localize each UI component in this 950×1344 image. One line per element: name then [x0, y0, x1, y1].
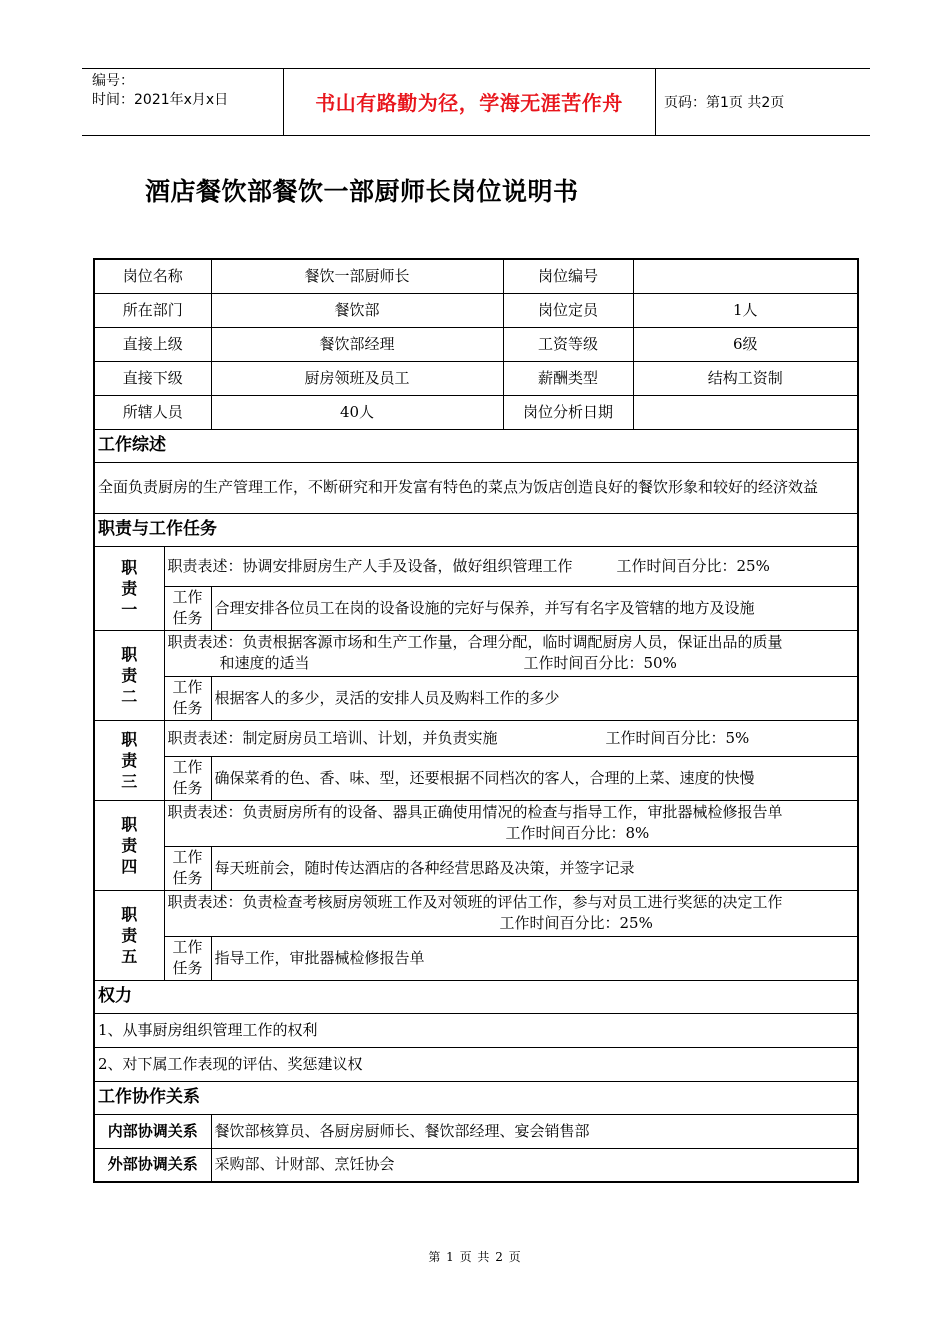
duty-statement: 职责表述：负责根据客源市场和生产工作量，合理分配，临时调配厨房人员，保证出品的质量 和速度的适当 工作时间百分比：50%: [164, 630, 858, 676]
duty-2-statement-row: [94, 630, 858, 676]
job-description-table: [93, 258, 859, 1183]
section-heading-summary: 工作综述: [94, 429, 858, 462]
authority-item: 2、对下属工作表现的评估、奖惩建议权: [94, 1047, 858, 1081]
info-row-2: [94, 293, 858, 327]
internal-relations-row: [94, 1114, 858, 1148]
summary-text-row: [94, 462, 858, 513]
duty-percent: 工作时间百分比：25%: [616, 556, 770, 575]
summary-text: 全面负责厨房的生产管理工作，不断研究和开发富有特色的菜点为饭店创造良好的餐饮形象和较好的经济效益: [94, 462, 858, 513]
duty-task: 根据客人的多少，灵活的安排人员及购料工作的多少: [211, 676, 858, 720]
duty-label: 职 责 五: [94, 890, 164, 980]
info-value: [633, 259, 858, 293]
document-number-label: 编号：: [92, 73, 134, 89]
info-label: 直接上级: [94, 327, 211, 361]
internal-relations-value: 餐饮部核算员、各厨房厨师长、餐饮部经理、宴会销售部: [211, 1114, 858, 1148]
info-label: 岗位编号: [503, 259, 633, 293]
section-heading-duties: 职责与工作任务: [94, 513, 858, 546]
duty-label: 职 责 三: [94, 720, 164, 800]
duty-5-task-row: [94, 936, 858, 980]
authority-heading-row: [94, 980, 858, 1013]
task-label: 工作 任务: [164, 936, 211, 980]
task-label: 工作 任务: [164, 846, 211, 890]
document-date-label: 时间：2021年x月x日: [92, 92, 229, 108]
page-footer: 第 1 页 共 2 页: [428, 1250, 522, 1264]
duty-2-task-row: [94, 676, 858, 720]
duty-5-statement-row: [94, 890, 858, 936]
duty-label: 职 责 四: [94, 800, 164, 890]
info-value: 餐饮一部厨师长: [211, 259, 503, 293]
external-relations-label: 外部协调关系: [94, 1148, 211, 1182]
info-value: 餐饮部经理: [211, 327, 503, 361]
duty-task: 指导工作，审批器械检修报告单: [211, 936, 858, 980]
info-label: 工资等级: [503, 327, 633, 361]
info-value: 40人: [211, 395, 503, 429]
section-heading-relations: 工作协作关系: [94, 1081, 858, 1114]
authority-item: 1、从事厨房组织管理工作的权利: [94, 1013, 858, 1047]
duty-3-statement-row: [94, 720, 858, 756]
task-label: 工作 任务: [164, 676, 211, 720]
duty-statement: 职责表述：协调安排厨房生产人手及设备，做好组织管理工作 工作时间百分比：25%: [164, 546, 858, 586]
info-row-3: [94, 327, 858, 361]
duty-percent: 工作时间百分比：8%: [505, 824, 650, 842]
summary-heading-row: [94, 429, 858, 462]
info-row-5: [94, 395, 858, 429]
duty-percent: 工作时间百分比：5%: [605, 728, 750, 747]
duty-4-statement-row: [94, 800, 858, 846]
info-label: 岗位分析日期: [503, 395, 633, 429]
section-heading-authority: 权力: [94, 980, 858, 1013]
document-title: 酒店餐饮部餐饮一部厨师长岗位说明书: [145, 177, 579, 206]
authority-item-row: [94, 1047, 858, 1081]
duty-3-task-row: [94, 756, 858, 800]
duties-heading-row: [94, 513, 858, 546]
task-label: 工作 任务: [164, 586, 211, 630]
info-label: 所辖人员: [94, 395, 211, 429]
duty-label: 职 责 二: [94, 630, 164, 720]
header-page-info: 页码：第1页 共2页: [664, 95, 785, 111]
info-value: [633, 395, 858, 429]
info-label: 岗位定员: [503, 293, 633, 327]
duty-statement: 职责表述：负责检查考核厨房领班工作及对领班的评估工作，参与对员工进行奖惩的决定工作 工作时间百分比：25%: [164, 890, 858, 936]
info-label: 所在部门: [94, 293, 211, 327]
header-bottom-rule: [82, 135, 870, 136]
info-value: 6级: [633, 327, 858, 361]
info-row-4: [94, 361, 858, 395]
info-label: 直接下级: [94, 361, 211, 395]
duty-4-task-row: [94, 846, 858, 890]
duty-1-task-row: [94, 586, 858, 630]
header-motto: 书山有路勤为径，学海无涯苦作舟: [315, 91, 623, 115]
info-value: 结构工资制: [633, 361, 858, 395]
info-label: 岗位名称: [94, 259, 211, 293]
info-value: 1人: [633, 293, 858, 327]
duty-statement: 职责表述：制定厨房员工培训、计划，并负责实施 工作时间百分比：5%: [164, 720, 858, 756]
task-label: 工作 任务: [164, 756, 211, 800]
info-value: 餐饮部: [211, 293, 503, 327]
external-relations-value: 采购部、计财部、烹饪协会: [211, 1148, 858, 1182]
duty-task: 合理安排各位员工在岗的设备设施的完好与保养，并写有名字及管辖的地方及设施: [211, 586, 858, 630]
authority-item-row: [94, 1013, 858, 1047]
duty-percent: 工作时间百分比：25%: [499, 914, 653, 932]
duty-label: 职 责 一: [94, 546, 164, 630]
duty-percent: 工作时间百分比：50%: [523, 654, 677, 672]
info-row-1: [94, 259, 858, 293]
relations-heading-row: [94, 1081, 858, 1114]
external-relations-row: [94, 1148, 858, 1182]
internal-relations-label: 内部协调关系: [94, 1114, 211, 1148]
header-divider-right: [655, 68, 656, 135]
duty-statement: 职责表述：负责厨房所有的设备、器具正确使用情况的检查与指导工作，审批器械检修报告单 工作时间百分比：8%: [164, 800, 858, 846]
duty-task: 确保菜肴的色、香、味、型，还要根据不同档次的客人，合理的上菜、速度的快慢: [211, 756, 858, 800]
info-value: 厨房领班及员工: [211, 361, 503, 395]
duty-1-statement-row: [94, 546, 858, 586]
info-label: 薪酬类型: [503, 361, 633, 395]
duty-task: 每天班前会，随时传达酒店的各种经营思路及决策，并签字记录: [211, 846, 858, 890]
